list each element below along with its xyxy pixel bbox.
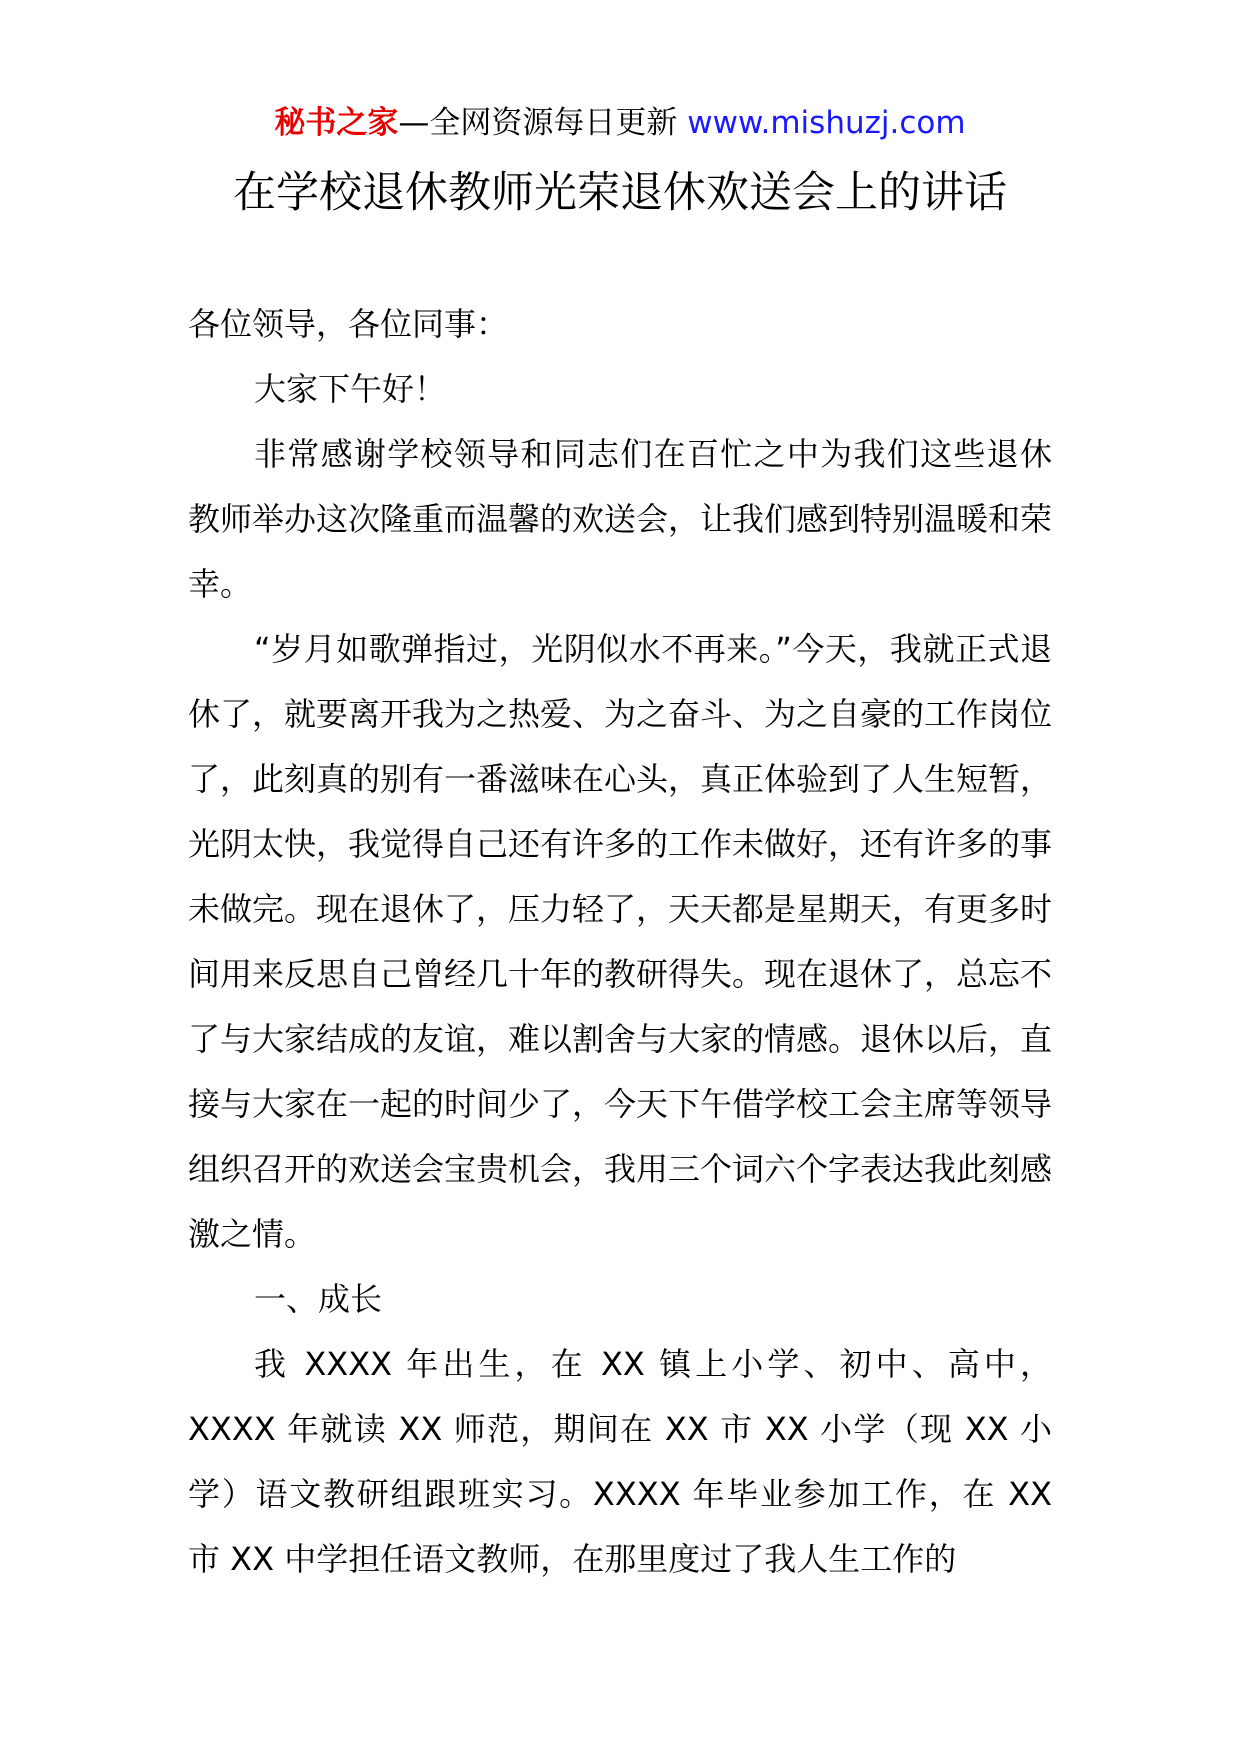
site-slogan: —全网资源每日更新 <box>398 105 678 141</box>
section-heading: 一、成长 <box>254 1280 383 1318</box>
document-body <box>188 292 1052 1592</box>
site-url-link[interactable]: www.mishuzj.com <box>687 105 966 141</box>
site-header <box>0 101 1240 145</box>
brand-name: 秘书之家 <box>274 105 399 141</box>
paragraph-greeting: 大家下午好！ <box>254 370 447 408</box>
paragraph-reflection: “岁月如歌弹指过，光阴似水不再来。”今天，我就正式退休了，就要离开我为之热爱、为之奋斗、为之自豪的工作岗位了，此刻真的别有一番滋味在心头，真正体验到了人生短暂，光阴太快，我觉得自己还有许多的工作未做好，还有许多的事未做完。现在退休了，压力轻了，天天都是星期天，有更多时间用来反思自己曾经几十年的教研得失。现在退休了，总忘不了与大家结成的友谊，难以割舍与大家的情感。退休以后，直接与大家在一起的时间少了，今天下午借学校工会主席等领导组织召开的欢送会宝贵机会，我用三个词六个字表达我此刻感激之情。 <box>188 630 1053 1253</box>
paragraph-biography: 我 XXXX 年出生，在 XX 镇上小学、初中、高中，XXXX 年就读 XX 师范，期间在 XX 市 XX 小学（现 XX 小学）语文教研组跟班实习。XXXX 年毕业参加工作，在 XX 市 XX 中学担任语文教师，在那里度过了我人生工作的 <box>188 1345 1052 1578</box>
paragraph-thanks: 非常感谢学校领导和同志们在百忙之中为我们这些退休教师举办这次隆重而温馨的欢送会，让我们感到特别温暖和荣幸。 <box>188 435 1053 603</box>
document-title: 在学校退休教师光荣退休欢送会上的讲话 <box>233 168 1007 218</box>
salutation: 各位领导，各位同事： <box>188 305 509 343</box>
